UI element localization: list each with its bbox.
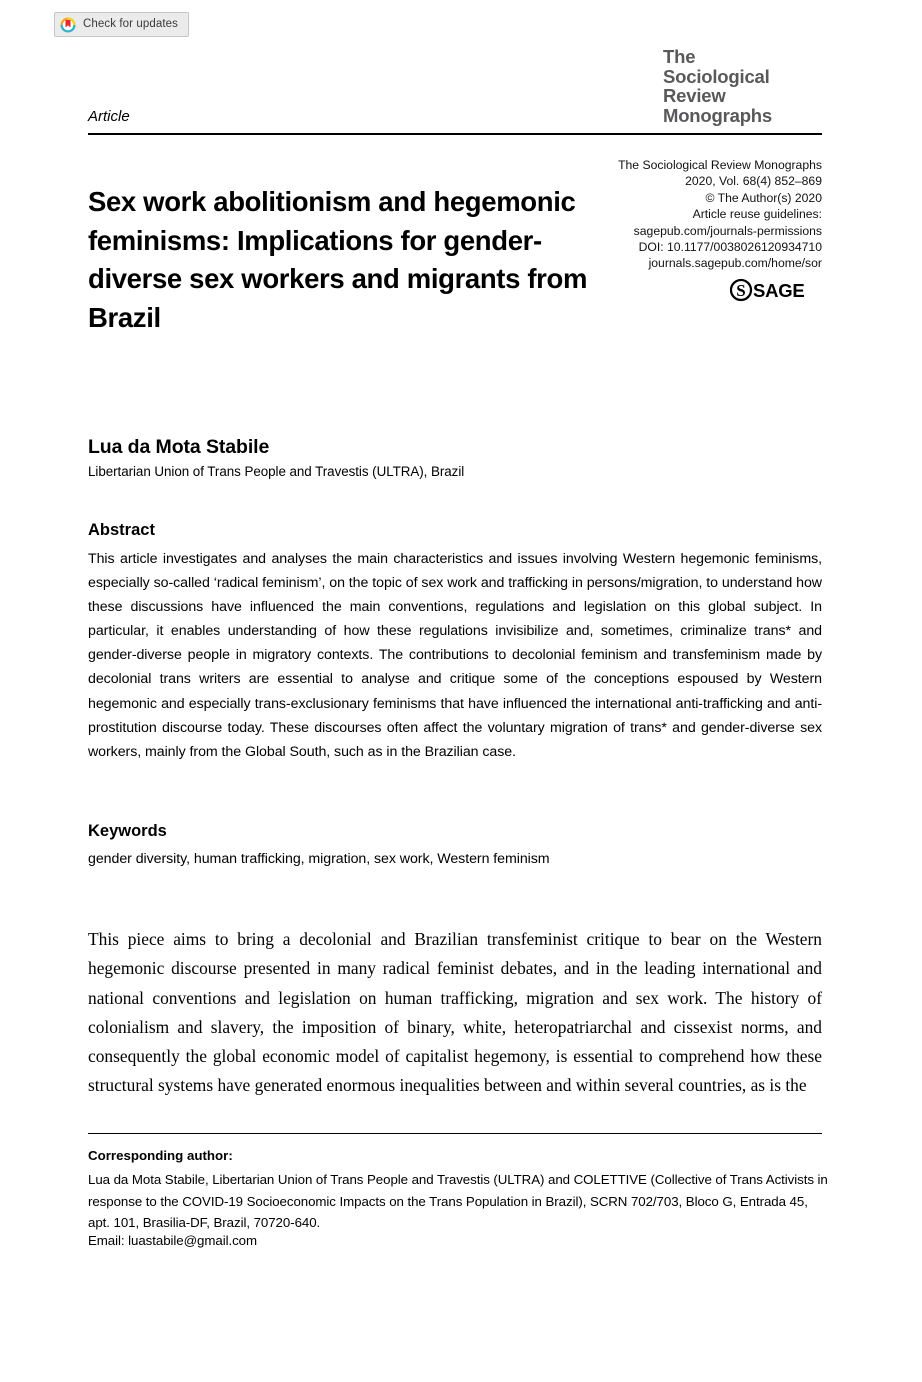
footer-divider — [88, 1133, 822, 1134]
sage-logo — [572, 278, 822, 302]
citation-copyright: © The Author(s) 2020 — [705, 190, 822, 205]
check-for-updates-badge[interactable] — [54, 12, 189, 37]
page-title: Sex work abolitionism and hegemonic feminisms: Implications for gender-diverse sex workers and migrants from Brazil — [88, 186, 588, 333]
article-type-label: Article — [88, 108, 130, 125]
header-divider — [88, 133, 822, 135]
journal-masthead — [663, 47, 823, 125]
svg-text:S: S — [736, 280, 746, 300]
sage-logo-mark — [730, 278, 822, 302]
corresponding-author-email[interactable]: Email: luastabile@gmail.com — [88, 1233, 258, 1248]
masthead-line-1: The — [663, 46, 696, 67]
citation-journal: The Sociological Review Monographs — [618, 158, 822, 172]
check-for-updates-label: Check for updates — [83, 17, 179, 30]
masthead-line-2: Sociological — [663, 65, 770, 87]
masthead-line-3: Review — [663, 85, 726, 106]
keywords-text: gender diversity, human trafficking, migration, sex work, Western feminism — [88, 851, 550, 867]
citation-volume: 2020, Vol. 68(4) 852–869 — [685, 174, 822, 189]
corresponding-author-heading: Corresponding author: — [88, 1148, 233, 1163]
crossmark-icon — [60, 17, 76, 33]
svg-text:SAGE: SAGE — [753, 279, 805, 301]
corresponding-author-address: Lua da Mota Stabile, Libertarian Union of Trans People and Travestis (ULTRA) and COLETTIVE (Collective of Trans Activists in response to the COVID-19 Socioeconomic Impacts on the Trans Population in Brazil), SCRN 702/703, Bloco G, Entrada 45, apt. 101, Brasilia-DF, Brazil, 70720-640. — [88, 1172, 828, 1231]
abstract-heading: Abstract — [88, 521, 155, 539]
citation-reuse-label: Article reuse guidelines: — [692, 207, 822, 222]
citation-block — [572, 157, 822, 302]
citation-doi[interactable]: DOI: 10.1177/0038026120934710 — [638, 240, 822, 255]
keywords-heading: Keywords — [88, 822, 167, 840]
author-affiliation: Libertarian Union of Trans People and Travestis (ULTRA), Brazil — [88, 464, 465, 479]
abstract-text: This article investigates and analyses the main characteristics and issues involving Western hegemonic feminisms, especially so-called ‘radical feminism’, on the topic of sex work and trafficking in persons/migration, to understand how these discussions have influenced the main conventions, regulations and legislation on this global subject. In particular, it enables understanding of how these regulations invisibilize and, sometimes, criminalize trans* and gender-diverse people in migratory contexts. The contributions to decolonial feminism and transfeminism made by decolonial trans writers are essential to analyse and critique some of the conceptions espoused by Western hegemonic and especially trans-exclusionary feminisms that have influenced the international anti-trafficking and anti-prostitution discourse today. These discourses often affect the voluntary migration of trans* and gender-diverse sex workers, mainly from the Global South, such as in the Brazilian case. — [88, 551, 822, 760]
masthead-line-4: Monographs — [663, 104, 772, 126]
body-paragraph: This piece aims to bring a decolonial and Brazilian transfeminist critique to bear on the Western hegemonic discourse presented in many radical feminist debates, and in the leading international and national conventions and legislation on human trafficking, migration and sex work. The history of colonialism and slavery, the imposition of binary, white, heteropatriarchal and cissexist norms, and consequently the global economic model of capitalist hegemony, is essential to comprehend how these structural systems have generated enormous inequalities between and within several countries, as is the — [88, 929, 822, 1096]
author-name: Lua da Mota Stabile — [88, 436, 270, 458]
citation-homepage-link[interactable]: journals.sagepub.com/home/sor — [648, 256, 822, 271]
citation-permissions-link[interactable]: sagepub.com/journals-permissions — [633, 223, 822, 238]
